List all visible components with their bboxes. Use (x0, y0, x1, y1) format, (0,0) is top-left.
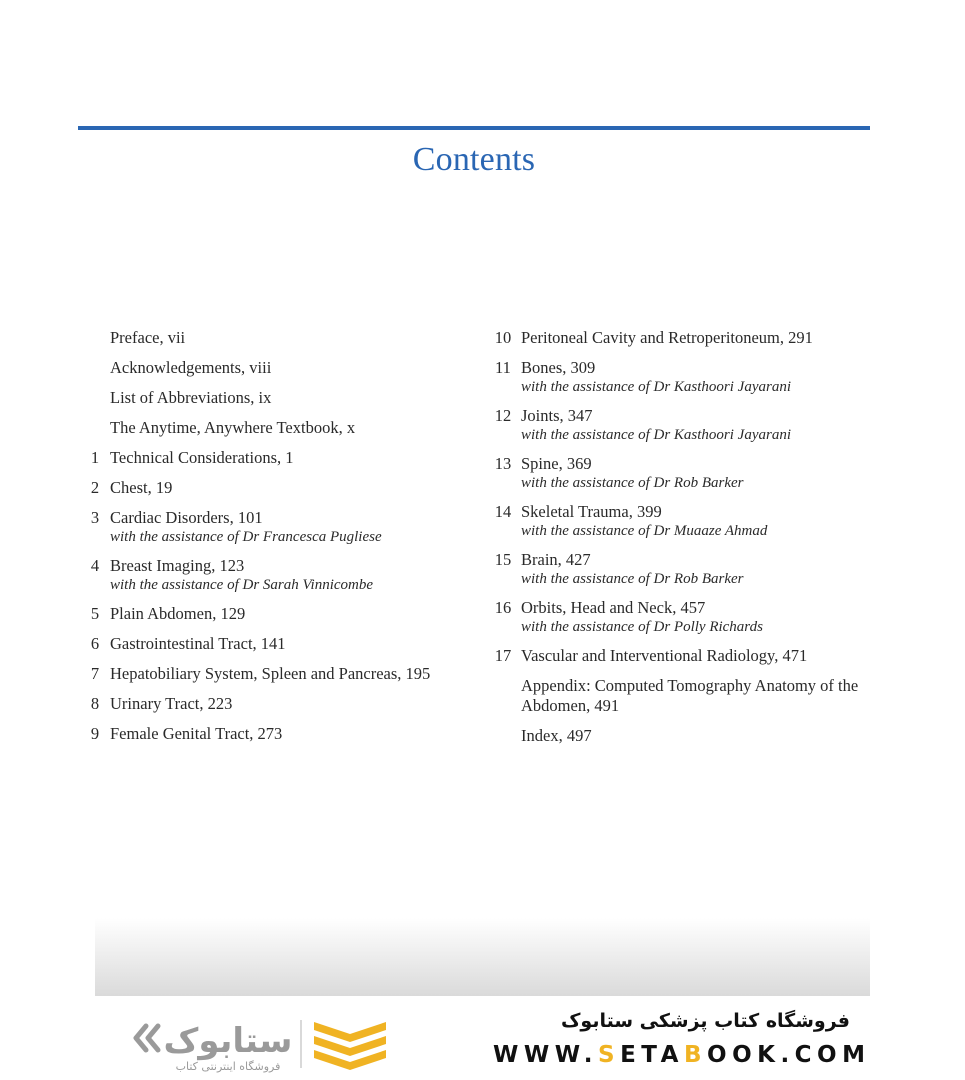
toc-entry[interactable] (485, 646, 880, 666)
chapter-contributor: with the assistance of Dr Rob Barker (521, 475, 744, 491)
chapter-number: 7 (90, 664, 100, 683)
chapter-number: 15 (494, 550, 512, 569)
chapter-title: Gastrointestinal Tract, 141 (110, 634, 286, 653)
chapter-title: Orbits, Head and Neck, 457 (521, 598, 706, 617)
logo-tagline: فروشگاه اینترنتی کتاب (175, 1060, 281, 1073)
chapter-contributor: with the assistance of Dr Kasthoori Jayarani (521, 427, 791, 443)
toc-entry[interactable] (485, 358, 880, 397)
toc-entry[interactable] (80, 388, 470, 408)
toc-entry[interactable] (80, 604, 470, 624)
chapter-title: Index, 497 (521, 726, 592, 745)
toc-entry[interactable] (485, 328, 880, 348)
chapter-title: Joints, 347 (521, 406, 593, 425)
toc-entry[interactable] (485, 726, 880, 746)
chapter-number (80, 418, 110, 438)
chapter-number: 10 (494, 328, 512, 347)
toc-entry[interactable] (80, 508, 470, 547)
chapter-contributor: with the assistance of Dr Muaaze Ahmad (521, 523, 768, 539)
chapter-title: Peritoneal Cavity and Retroperitoneum, 291 (521, 328, 813, 347)
toc-entry[interactable] (80, 724, 470, 744)
chapter-contributor: with the assistance of Dr Rob Barker (521, 571, 744, 587)
chapter-number: 9 (90, 724, 100, 743)
chapter-number: 5 (90, 604, 100, 623)
chapter-title: Bones, 309 (521, 358, 596, 377)
store-name: فروشگاه کتاب پزشکی ستابوک (560, 1010, 850, 1032)
toc-entry[interactable] (485, 676, 880, 716)
toc-entry[interactable] (485, 550, 880, 589)
toc-entry[interactable] (80, 448, 470, 468)
toc-entry[interactable] (80, 694, 470, 714)
toc-entry[interactable] (80, 328, 470, 348)
chapter-number: 12 (494, 406, 512, 425)
toc-right-column (485, 328, 880, 756)
chapter-title: Vascular and Interventional Radiology, 471 (521, 646, 808, 665)
chapter-number (485, 676, 521, 716)
chapter-title: Plain Abdomen, 129 (110, 604, 246, 623)
chapter-title: Cardiac Disorders, 101 (110, 508, 263, 527)
bottom-shadow (95, 918, 870, 996)
chapter-number: 1 (90, 448, 100, 467)
chapter-title: Hepatobiliary System, Spleen and Pancreas, 195 (110, 664, 431, 683)
chapter-number (80, 388, 110, 408)
chapter-title: Technical Considerations, 1 (110, 448, 294, 467)
toc-entry[interactable] (485, 502, 880, 541)
chapter-number: 8 (90, 694, 100, 713)
toc-entry[interactable] (485, 454, 880, 493)
logo-wordmark: ستابوک (163, 1021, 293, 1061)
chapter-title: Female Genital Tract, 273 (110, 724, 283, 743)
toc-entry[interactable] (80, 478, 470, 498)
book-stack-icon (314, 1022, 386, 1070)
chapter-title: Brain, 427 (521, 550, 591, 569)
chapter-number: 3 (90, 508, 100, 527)
chapter-title: Spine, 369 (521, 454, 592, 473)
toc-entry[interactable] (80, 418, 470, 438)
chapter-title: The Anytime, Anywhere Textbook, x (110, 418, 356, 437)
chapter-number: 4 (90, 556, 100, 575)
header-rule (78, 126, 870, 130)
toc-entry[interactable] (80, 358, 470, 378)
chapter-contributor: with the assistance of Dr Francesca Pugliese (110, 529, 382, 545)
chapter-number: 2 (90, 478, 100, 497)
chapter-contributor: with the assistance of Dr Sarah Vinnicombe (110, 577, 374, 593)
toc-entry[interactable] (80, 556, 470, 595)
page-title: Contents (412, 141, 536, 178)
chapter-number: 6 (90, 634, 100, 653)
toc-left-column (80, 328, 470, 754)
chapter-title: Appendix: Computed Tomography Anatomy of the Abdomen, 491 (521, 676, 859, 715)
chapter-number: 16 (494, 598, 512, 617)
chapter-number: 17 (494, 646, 512, 665)
chapter-number (80, 358, 110, 378)
chapter-number: 13 (494, 454, 512, 473)
toc-entry[interactable] (485, 406, 880, 445)
toc-entry[interactable] (485, 598, 880, 637)
chevron-left-icon (136, 1026, 146, 1050)
chapter-number: 11 (495, 358, 511, 377)
setabook-logo (128, 1012, 398, 1074)
toc-entry[interactable] (80, 664, 470, 684)
chapter-title: Preface, vii (110, 328, 186, 347)
chapter-title: List of Abbreviations, ix (110, 388, 272, 407)
chapter-contributor: with the assistance of Dr Polly Richards (521, 619, 763, 635)
chapter-number: 14 (494, 502, 512, 521)
chapter-title: Skeletal Trauma, 399 (521, 502, 662, 521)
store-url[interactable]: WWW.SETABOOK.COM (493, 1042, 871, 1068)
chapter-title: Breast Imaging, 123 (110, 556, 245, 575)
chapter-number (80, 328, 110, 348)
chapter-title: Acknowledgements, viii (110, 358, 272, 377)
chevron-left-icon (148, 1026, 158, 1050)
chapter-title: Chest, 19 (110, 478, 173, 497)
chapter-title: Urinary Tract, 223 (110, 694, 233, 713)
toc-entry[interactable] (80, 634, 470, 654)
chapter-contributor: with the assistance of Dr Kasthoori Jayarani (521, 379, 791, 395)
chapter-number (485, 726, 521, 746)
